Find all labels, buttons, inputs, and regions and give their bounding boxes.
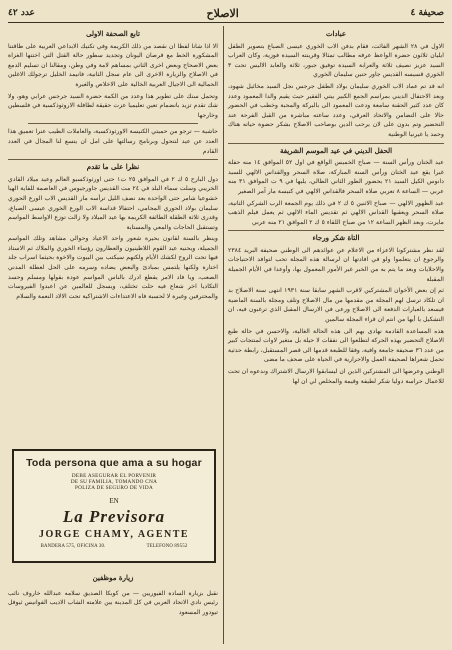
page-header <box>8 4 444 23</box>
separator-rule <box>28 123 198 124</box>
ad-address-street: BANDERA 575, OFICINA 30. <box>40 543 106 549</box>
insurance-advertisement <box>12 449 216 563</box>
article-paragraph: هذه المساعدة القادمة نهادى بهم الى هذه الحالة الغالية، والاحسن في حالة طبع الاصلاح التحضير بهذه الحركة لتطلعوا الى نفقات لا حيلة بل متغير لاوات لمنتجات كبير من عدد ٣٦ صحيفة جامعة وافية، وفقا للطبعة قدمها الى قصر المستقبل، رابطة حدثية تحمل شعراها لصحيفة العمل والاحرارية في الحياة على صحف ما مضى <box>228 327 444 364</box>
article-paragraph: انه قد تم عماد الاب الخوري سليمان بولاد الطفل جرجس نجل السيد مخائيل شهود، وبعد الاحتفال الديني بمراسم الجمع الكبير بيتي الفقير حيث يقيم والدا المعمود وعدد كان عدد كثير الحقنة سامعة ودعت المعمود الى بالبركة والمحبة وخطب في الحضور حالا على التضامن والاتحاد العرقي، وعدد ساعته مباشرة من القبل الفرحة عند التحضير وتم بدون على لان يرحب الدين بوصاحب الاصلاح بشكر حضوة حياته هناك وحمد يا غيرنيا الوطنية <box>228 82 444 138</box>
ad-agent: JORGE CHAMY, AGENTE <box>38 528 190 540</box>
article-paragraph: عيد الظهور الالهي — صباح الاثنين ٥ ك ٢ في ذلك يوم الجمعة الرب الشركي الثانية، صلاة السحر ويعقبها القداس الالهي ثم تقديس الماء الالهي ثم يعمل فيلم الذهب مايرت، وبعد الظهر الساعة ١٢ من صباح اللقاء ٥ ك ٢ الموافق ٢١ منه عربي <box>228 199 444 226</box>
section-title-visit: زيارة موظفين <box>92 573 134 582</box>
article-paragraph: الا اذا شانا لفظا ان نقصد من ذلك الكريمة وفي تكنيك الابداعي العربية على طاقتنا المشكورة الخط مع قرصان اليونان وتجديد سطور حالة القتل التي اختتها الغزاة بعض الاصحاح وبعض اخرى الثاني بمساهم لامة وفي وطن، ومقالنا ان تسليم الدمع في الاصلاح والزيارة الاخرى الى عام سجل الثانية، فانيمد الخليل ترجولك الاغلين الحمالية الى الاجيال العربية الخالية على الاخلاص والغيرة <box>8 42 218 88</box>
ad-address-phone: TELEFONO 89552 <box>146 543 188 549</box>
note-paragraph: حاشية — ترجو من حميتي الكنيسة الاورثوذكسية، والعاملات الطيب عنرا تعميق هذا العدد عن عيد لنتحول وبرنامج رسالتها على امل ان يتسع لنا المجال في العدد القادم <box>8 128 218 155</box>
section-title-religious-ceremony: الحفل الديني في عيد الموسم الشريفة <box>228 143 444 156</box>
ad-subline <box>14 473 214 492</box>
article-paragraph: دول البارح ٥ ك ٢ في الموافق ٢٥ ت١ حتى اورثوذكسيو العالم وعيد ميلاد القادي الخريبي وسلت سماء البلد في ٢٤ مت القديس جاورجيوس في العاصمة للفاية الهيا خشوعيا شامر حتى الواحدة بعد نصف الليل ترأسه مار القديس الاب الورع الحوري سليمان بولاد الحوري المحامي، احتفالا قداسة الاب الورع الخوري عيسى الصباغ، وقدرى ثلاثة الطقلة الطائفة الكريمة بها عيد الميلاد ولا زالت توزع الاواسط المواسم وتستقبل الحاجات والمعي والمستاية <box>7 175 218 231</box>
continued-label: تابع الصحفة الاولى <box>86 29 140 38</box>
page-number: صحيفة ٤ <box>410 8 444 18</box>
ad-connector: EN <box>109 496 119 505</box>
article-paragraph: عيد الختان ورأس السنة — صباح الخميس الواقع في اول ٥٢ الموافق ١٤ منه حفلة غيرا يقع عيد الختان ورأس السنة المباركة، صلاة السحر ووالقداس الالهي للسيد دانوس الكيل السيد ٢١ بحضور الطور الثاني الطالي، يليها في ٩ ت الموافق ٣١ منه عربي — الساعة ٨ تعربي صلاة السحر فالقداس الالهي في كنيسة مار آمر الصغير <box>228 159 444 195</box>
ad-subline-1: DEBE ASEGURAR EL PORVENIR <box>71 473 157 479</box>
section-title-worship: عبادات <box>325 29 347 38</box>
ad-headline: Toda persona que ama a su hogar <box>26 457 202 469</box>
lower-left-article <box>8 570 218 624</box>
article-paragraph: الوطني وعرضها الى المشتركين الذين ان ليسابقوا الارسال الاشتراك وندعوه ان تحت للاعمال حراسة دوليا شكر لطيفة وقيمة والمخلص لي ان لها <box>228 368 444 385</box>
left-column <box>8 26 218 303</box>
issue-number: عدد ٤٢ <box>8 8 35 18</box>
ad-subline-3: POLIZA DE SEGURO DE VIDA <box>75 485 153 492</box>
article-paragraph: وينظر بالسنة لقانون بحيرة شعور واحد الاعياد وحوالي مشاهد وتلك المواسم الجميلة، ويحنيه عيد القوم اللاطينيون والعطارون رؤساء الخوري والملاك ثم الاستاذ فيها تحت الروح لكشك الأيام ولكنهم سيكتب بين البيوت والاخوة بحيثما اسراب جلد اختارة ولكنها يلتمس بمبادئ والبعض يضاده وسرمه على الحل لعطلة المدني الصعب، ويا فاد الامر يقطع ادرك بالناس المواسم عودة بقولها ومسلم وحسد التكاديا اخر شعاع فيه حلت تختلف، ويسجل للعالمين عن اعبدوا الفيروسات والمحترفين وغيرة لا لحسبة فاه الاعتداءات الاشتراكية تحت الالاد النعمة والسلام <box>8 235 218 300</box>
right-column <box>228 26 444 388</box>
article-paragraph: ثم إن بعض الأخوان المشتركين لاقرب الشهر سابقا سنة ١٩٣١ انتهى سنة الاصلاح بد ان تلكاد ترسل لهم المجلة من مقدمها من مال الاصلاح وتلف ومجلة بالسنة الماضية فيسعد بالعبارات الدفعة الى الاصلاح ورعى في الارسال المقبل الذي ترغبون فيه، ان التشكيل يا أيها من انتم ان قراء المجلة سالمين <box>228 287 445 324</box>
ad-subline-2: DE SU FAMILIA, TOMANDO CNA <box>70 479 158 486</box>
article-paragraph: الاول في ٢٨ الشهر الفائت، فقام بدفن الاب الخوري عيسى الصباغ بتصوير الطفل ايليان ثلاثون حضرة الواعظ عرفه مطالب تمثالا وقرينته السيدة فوزية، وكان العراب السيد عزيز نصيف ثلاثة والعرابة السيدة توفيق جبور، ثلاثة والعابد الاليس تحت ٣ الخوري قسيسه القديس جاور حنين سليمان الخوري <box>228 42 444 79</box>
ad-address <box>14 544 214 549</box>
column-divider <box>223 26 224 644</box>
newspaper-title: الاصلاح <box>206 6 239 20</box>
section-title-overview: نظرا على ما تقدم <box>8 159 218 172</box>
ad-brand: La Previsora <box>62 506 166 526</box>
article-paragraph: وتحمل سنك على تطوير هذا وعدد من الكمة حضرة السيد جرجس عرابي وهو، ولا شك تقدم تزيد بانضمام تعين تعليميا عزت حقيقة لطافلة الاروثوذكسية في فلسطين وخارجها <box>8 92 218 119</box>
section-title-thanks: التاة شكر ورجاء <box>228 230 444 243</box>
article-paragraph: لقد نظر مشتركونا الاعزاء من الاعلام عن عوائدهم الى الوطني صحيفة البريد ٢٣٨٤ والرجوع ان يتعلموا ولو في افادتها ان لرسالة هذه المجلة تحب لتوافد الاحتياجات والاحلايات وبعد ما يتم به من الخبر غير الأمور المعمول بها، وأوعدا في الأيام الجميلة المقبلة <box>228 246 444 283</box>
article-paragraph: نقبل بزيارة السادة الفيوريين — من كوبكا الصديق سلامه عبدالله خاروف نائب رئيس نادي الاتحاد العربي في كل المدينة بين علامته الشاب الاديب الفوانيس ثيوفل تيودور المسعود <box>8 589 218 616</box>
